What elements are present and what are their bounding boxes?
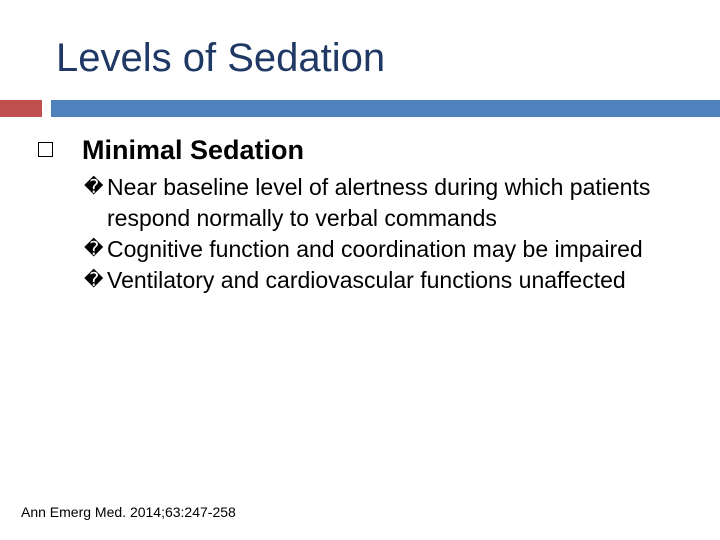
sub-bullet-item xyxy=(84,234,694,265)
square-bullet-icon xyxy=(38,142,53,157)
sub-bullet-text: Cognitive function and coordination may be impaired xyxy=(107,236,643,262)
replacement-character-icon: � xyxy=(84,269,104,291)
citation: Ann Emerg Med. 2014;63:247-258 xyxy=(21,504,236,520)
replacement-character-icon: � xyxy=(84,176,104,198)
sub-bullet-list xyxy=(84,172,694,296)
sub-bullet-text: Ventilatory and cardiovascular functions unaffected xyxy=(107,267,626,293)
replacement-character-icon: � xyxy=(84,238,104,260)
sub-bullet-text: Near baseline level of alertness during which patients respond normally to verbal commands xyxy=(107,174,651,231)
accent-bar xyxy=(0,100,42,117)
sub-bullet-item xyxy=(84,172,694,234)
bullet-heading: Minimal Sedation xyxy=(82,135,305,165)
slide-title: Levels of Sedation xyxy=(56,36,386,80)
title-rule-bar xyxy=(51,100,720,117)
sub-bullet-item xyxy=(84,265,694,296)
